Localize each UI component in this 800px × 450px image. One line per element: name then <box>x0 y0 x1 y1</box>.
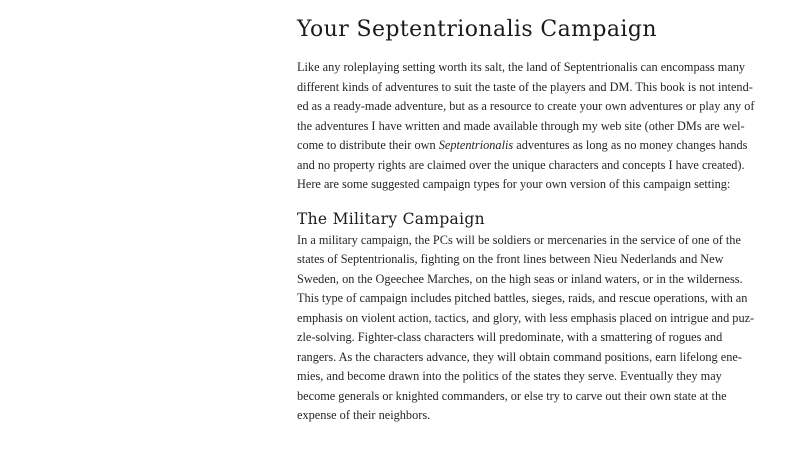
intro-line: Like any roleplaying setting worth its salt, the land of Septentrionalis can encompass many <box>297 60 746 74</box>
intro-text: adventures as long as no money changes hands <box>513 138 748 152</box>
intro-line: different kinds of adventures to suit the taste of the players and DM. This book is not intend- <box>297 79 753 94</box>
section-line: zle-solving. Fighter-class characters will predominate, with a smattering of rogues and <box>297 330 723 344</box>
section-line: rangers. As the characters advance, they will obtain command positions, earn lifelong ene- <box>297 349 742 364</box>
intro-text: come to distribute their own <box>297 138 439 152</box>
section-line: Sweden, on the Ogeechee Marches, on the high seas or inland waters, or in the wilderness. <box>297 271 743 286</box>
section-line: mies, and become drawn into the politics of the states they serve. Eventually they may <box>297 369 722 383</box>
section-line: states of Septentrionalis, fighting on the front lines between Nieu Nederlands and New <box>297 252 724 266</box>
intro-paragraph <box>297 58 783 195</box>
intro-line: Here are some suggested campaign types for your own version of this campaign setting: <box>297 177 731 191</box>
page-title: Your Septentrionalis Campaign <box>297 17 657 42</box>
intro-line <box>297 136 783 156</box>
section-line: emphasis on violent action, tactics, and glory, with less emphasis placed on intrigue and puz- <box>297 310 755 325</box>
intro-line: ed as a ready-made adventure, but as a resource to create your own adventures or play any of <box>297 99 755 113</box>
section-paragraph <box>297 231 783 426</box>
document-page <box>297 14 783 426</box>
intro-line: and no property rights are claimed over the unique characters and concepts I have created). <box>297 157 745 172</box>
section-heading: The Military Campaign <box>297 209 485 228</box>
italic-setting-name: Septentrionalis <box>438 138 514 152</box>
intro-line: the adventures I have written and made available through my web site (other DMs are wel- <box>297 118 745 133</box>
section-line: become generals or knighted commanders, or else try to carve out their own state at the <box>297 388 727 403</box>
section-line: In a military campaign, the PCs will be soldiers or mercenaries in the service of one of the <box>297 232 741 247</box>
section-line: expense of their neighbors. <box>297 408 431 422</box>
section-line: This type of campaign includes pitched battles, sieges, raids, and rescue operations, with an <box>297 291 748 305</box>
